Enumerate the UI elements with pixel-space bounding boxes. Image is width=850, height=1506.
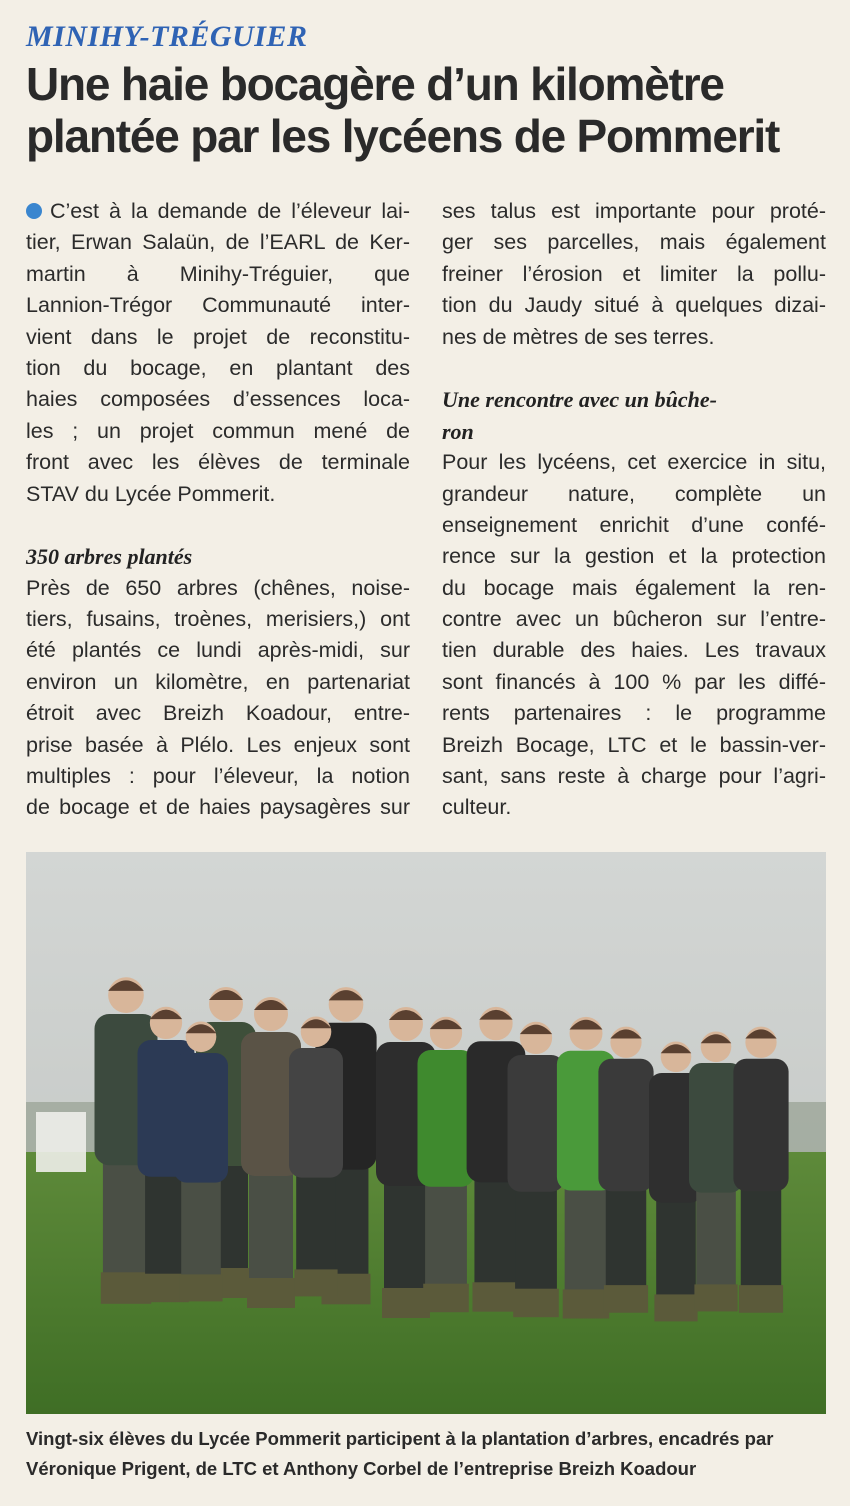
text-line-content: sant, sans reste à charge pour l’agri-	[442, 764, 826, 789]
text-line	[26, 322, 410, 353]
text-line	[442, 573, 826, 604]
text-line	[26, 761, 410, 792]
text-line-content: Breizh Bocage, LTC et le bassin-ver-	[442, 732, 826, 757]
text-line	[442, 447, 826, 478]
text-line-content: ses talus est importante pour proté-	[442, 199, 826, 223]
text-line-content: rence sur la gestion et la protection	[442, 544, 826, 569]
text-line-content: prise basée à Plélo. Les enjeux sont	[26, 732, 410, 757]
text-line-content: nes de mètres de ses terres.	[442, 324, 715, 349]
text-line-content: tien durable des haies. Les travaux	[442, 638, 826, 663]
text-line	[442, 792, 826, 823]
text-line	[442, 541, 826, 572]
article-column-left	[26, 196, 410, 824]
headline-line-1: Une haie bocagère d’un kilomètre	[26, 58, 724, 110]
text-line-content: tion du bocage, en plantant des	[26, 355, 410, 380]
subheading	[442, 384, 826, 415]
subheading	[26, 541, 410, 572]
text-line	[442, 259, 826, 290]
text-line-content: sont financés à 100 % par les diffé-	[442, 669, 826, 694]
text-line	[442, 604, 826, 635]
subheading	[442, 416, 826, 447]
text-line	[26, 384, 410, 415]
text-line	[26, 698, 410, 729]
text-line-content: enseignement enrichit d’une confé-	[442, 512, 826, 537]
caption-line-1: Vingt-six élèves du Lycée Pommerit participent à la plantation d’arbres, encadrés par	[26, 1428, 774, 1449]
text-line	[26, 259, 410, 290]
text-line	[26, 667, 410, 698]
text-line	[442, 730, 826, 761]
text-line-content: STAV du Lycée Pommerit.	[26, 481, 276, 506]
headline	[26, 58, 836, 162]
text-line	[442, 290, 826, 321]
text-line	[26, 227, 410, 258]
text-line	[442, 698, 826, 729]
text-line	[26, 353, 410, 384]
text-line-content: ron	[442, 418, 474, 444]
text-line	[26, 573, 410, 604]
text-line-content: étroit avec Breizh Koadour, entre-	[26, 701, 410, 726]
text-line	[26, 635, 410, 666]
text-line-content: été plantés ce lundi après-midi, sur	[26, 638, 410, 663]
group-photo-illustration	[26, 852, 826, 1414]
text-line	[442, 667, 826, 698]
text-line	[442, 635, 826, 666]
text-line-content: Une rencontre avec un bûche-	[442, 387, 717, 413]
text-line-content: culteur.	[442, 795, 512, 820]
text-line-content: C’est à la demande de l’éleveur lai-	[50, 199, 410, 223]
text-line-content: tion du Jaudy situé à quelques dizai-	[442, 293, 826, 318]
headline-line-2: plantée par les lycéens de Pommerit	[26, 110, 780, 162]
text-line-content: multiples : pour l’éleveur, la notion	[26, 764, 410, 789]
text-line	[442, 761, 826, 792]
section-kicker: MINIHY-TRÉGUIER	[26, 20, 308, 53]
text-line	[26, 730, 410, 761]
text-line-content: de bocage et de haies paysagères sur	[26, 795, 410, 820]
text-line-content: contre avec un bûcheron sur l’entre-	[442, 607, 826, 632]
text-line-content: vient dans le projet de reconstitu-	[26, 324, 410, 349]
group-photo	[26, 852, 826, 1414]
text-line	[26, 479, 410, 510]
paragraph-gap	[442, 353, 826, 384]
text-line	[26, 196, 410, 227]
text-line	[26, 290, 410, 321]
text-line-content: Pour les lycéens, cet exercice in situ,	[442, 450, 826, 475]
text-line-content: grandeur nature, complète un	[442, 481, 826, 506]
text-line-content: haies composées d’essences loca-	[26, 387, 410, 412]
text-line-content: du bocage mais également la ren-	[442, 575, 826, 600]
text-line-content: front avec les élèves de terminale	[26, 450, 410, 475]
text-line	[442, 322, 826, 353]
text-line-content: freiner l’érosion et limiter la pollu-	[442, 261, 826, 286]
text-line-content: rents partenaires : le programme	[442, 701, 826, 726]
photo-caption	[26, 1424, 826, 1484]
text-line-content: tiers, fusains, troènes, merisiers,) ont	[26, 607, 410, 632]
caption-line-2: Véronique Prigent, de LTC et Anthony Corbel de l’entreprise Breizh Koadour	[26, 1458, 697, 1479]
text-line	[26, 792, 410, 823]
text-line	[442, 479, 826, 510]
text-line-content: martin à Minihy-Tréguier, que	[26, 261, 410, 286]
text-line	[442, 510, 826, 541]
text-line-content: ger ses parcelles, mais également	[442, 230, 826, 255]
bullet-icon	[26, 203, 42, 219]
text-line-content: environ un kilomètre, en partenariat	[26, 669, 410, 694]
text-line	[442, 196, 826, 227]
text-line-content: Lannion-Trégor Communauté inter-	[26, 293, 410, 318]
text-line-content: les ; un projet commun mené de	[26, 418, 410, 443]
text-line	[26, 604, 410, 635]
text-line-content: 350 arbres plantés	[26, 544, 193, 570]
text-line-content: tier, Erwan Salaün, de l’EARL de Ker-	[26, 230, 410, 255]
article-column-right	[442, 196, 826, 824]
text-line	[26, 447, 410, 478]
text-line-content: Près de 650 arbres (chênes, noise-	[26, 575, 410, 600]
text-line	[442, 227, 826, 258]
text-line	[26, 416, 410, 447]
paragraph-gap	[26, 510, 410, 541]
